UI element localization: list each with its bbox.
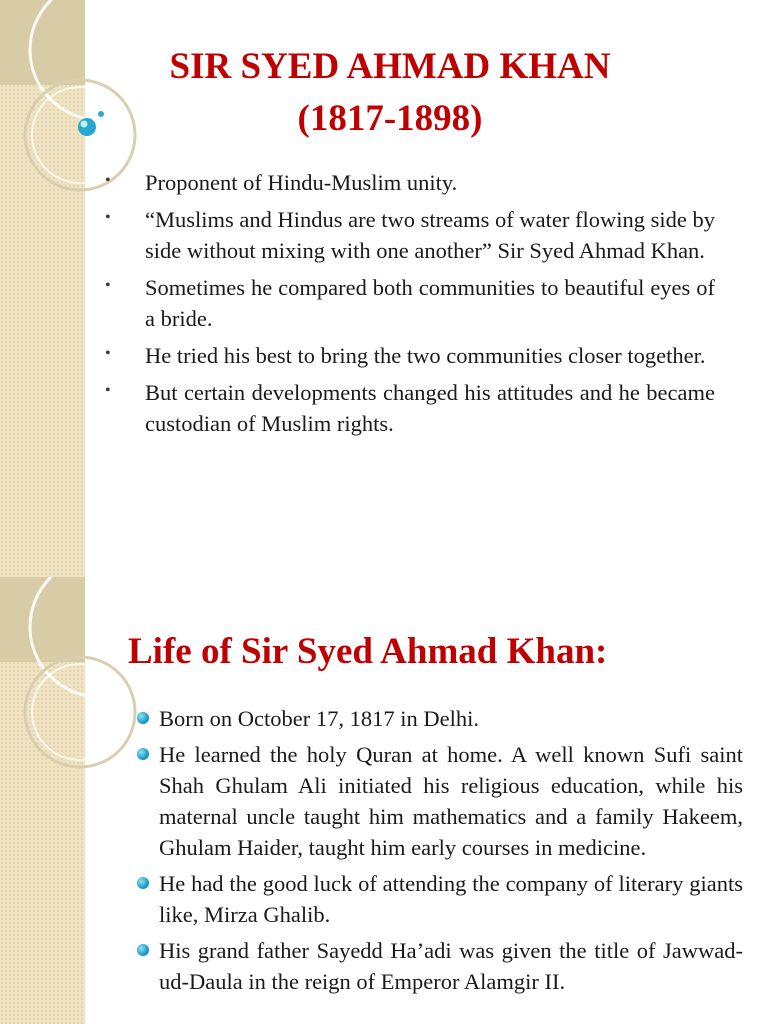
slide-title-line-2: (1817-1898) xyxy=(297,98,483,139)
list-item-text: His grand father Sayedd Ha’adi was given the title of Jawwad-ud-Daula in the reign of Emperor Alamgir II. xyxy=(159,938,743,994)
list-item: • He tried his best to bring the two communities closer together. xyxy=(145,340,715,371)
bullet-dot-icon xyxy=(137,748,149,760)
list-item xyxy=(159,703,743,734)
list-item-text: Born on October 17, 1817 in Delhi. xyxy=(159,706,479,731)
list-item xyxy=(159,868,743,930)
list-item-text: He had the good luck of attending the company of literary giants like, Mirza Ghalib. xyxy=(159,871,743,927)
list-item-text: He learned the holy Quran at home. A well known Sufi saint Shah Ghulam Ali initiated his religious education, while his maternal uncle taught him mathematics and a family Hakeem, Ghulam Haider, taught him early courses in medicine. xyxy=(159,742,743,860)
slide-title-line-1: SIR SYED AHMAD KHAN xyxy=(169,46,611,87)
list-item xyxy=(159,935,743,997)
list-item: • Proponent of Hindu-Muslim unity. xyxy=(145,167,715,198)
list-item: • “Muslims and Hindus are two streams of water flowing side by side without mixing with one another” Sir Syed Ahmad Khan. xyxy=(145,204,715,266)
bullet-dot-icon xyxy=(137,712,149,724)
bullet-dot-icon xyxy=(137,944,149,956)
bullet-list xyxy=(159,703,743,1002)
list-item xyxy=(159,739,743,863)
slide-heading: Life of Sir Syed Ahmad Khan: xyxy=(128,631,608,672)
list-item: • But certain developments changed his attitudes and he became custodian of Muslim rights. xyxy=(145,377,715,439)
bullet-dot-icon xyxy=(137,877,149,889)
list-item: • Sometimes he compared both communities to beautiful eyes of a bride. xyxy=(145,272,715,334)
bullet-list xyxy=(145,167,715,445)
